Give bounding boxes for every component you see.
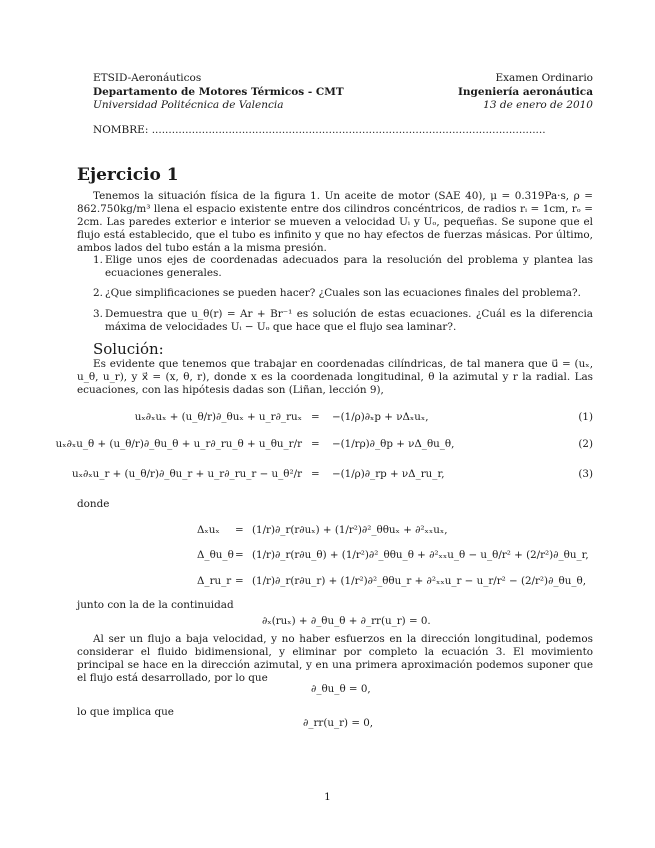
laplacian-x-equals: = xyxy=(235,524,244,536)
laplacian-x-lhs: Δₓuₓ xyxy=(197,524,220,536)
exam-type: Examen Ordinario xyxy=(495,72,593,84)
laplacian-theta-equals: = xyxy=(235,549,244,561)
radial-equation: ∂_rr(u_r) = 0, xyxy=(303,717,374,729)
question-3-number: 3. xyxy=(93,308,103,320)
laplacian-r-equals: = xyxy=(235,575,244,587)
continuity-intro: junto con la de la continuidad xyxy=(77,599,234,611)
question-1-number: 1. xyxy=(93,254,103,266)
equation-2-lhs: uₓ∂ₓu_θ + (u_θ/r)∂_θu_θ + u_r∂_ru_θ + u_θu_r/r xyxy=(55,438,302,450)
solution-paragraph-1: Es evidente que tenemos que trabajar en coordenadas cilíndricas, de tal manera que u⃗ = (uₓ, u_θ, u_r), y x⃗ = (x, θ, r), donde x es la coordenada longitudinal, θ la azimutal y r la radial. Las ecuaciones, con las hipótesis dadas son (Liñan, lección 9), xyxy=(77,358,593,396)
laplacian-r-rhs: (1/r)∂_r(r∂u_r) + (1/r²)∂²_θθu_r + ∂²ₓₓu_r − u_r/r² − (2/r²)∂_θu_θ, xyxy=(252,575,586,587)
equation-1-equals: = xyxy=(311,411,320,423)
page-number: 1 xyxy=(324,791,331,803)
equation-3-rhs: −(1/ρ)∂_rp + νΔ_ru_r, xyxy=(332,468,445,480)
equation-3-number: (3) xyxy=(578,468,593,480)
laplacian-theta-lhs: Δ_θu_θ xyxy=(197,549,234,561)
equation-3-lhs: uₓ∂ₓu_r + (u_θ/r)∂_θu_r + u_r∂_ru_r − u_θ²/r xyxy=(72,468,302,480)
school-name: ETSID-Aeronáuticos xyxy=(93,72,202,84)
developed-flow-equation: ∂_θu_θ = 0, xyxy=(311,683,371,695)
laplacian-r-lhs: Δ_ru_r xyxy=(197,575,232,587)
department-name: Departamento de Motores Térmicos - CMT xyxy=(93,85,344,98)
university-name: Universidad Politécnica de Valencia xyxy=(93,99,284,111)
equation-2-rhs: −(1/rρ)∂_θp + νΔ_θu_θ, xyxy=(332,438,455,450)
header-right xyxy=(458,72,593,113)
degree-name: Ingeniería aeronáutica xyxy=(458,85,593,98)
equation-2-equals: = xyxy=(311,438,320,450)
implies-label: lo que implica que xyxy=(77,706,174,718)
laplacian-theta-rhs: (1/r)∂_r(r∂u_θ) + (1/r²)∂²_θθu_θ + ∂²ₓₓu_θ − u_θ/r² + (2/r²)∂_θu_r, xyxy=(252,549,589,561)
solution-title: Solución: xyxy=(93,340,164,358)
section-title: Ejercicio 1 xyxy=(77,165,179,185)
question-2-text: ¿Que simplificaciones se pueden hacer? ¿Cuales son las ecuaciones finales del problema?. xyxy=(105,287,581,299)
question-1-text: Elige unos ejes de coordenadas adecuados para la resolución del problema y plantea las ecuaciones generales. xyxy=(105,254,593,279)
intro-paragraph xyxy=(77,190,593,255)
equation-3-equals: = xyxy=(311,468,320,480)
continuity-equation: ∂ₓ(ruₓ) + ∂_θu_θ + ∂_rr(u_r) = 0. xyxy=(262,615,431,627)
equation-1-lhs: uₓ∂ₓuₓ + (u_θ/r)∂_θuₓ + u_r∂_ruₓ xyxy=(134,411,302,423)
name-field: NOMBRE: ...................................................................................................................... xyxy=(93,124,546,136)
laplacian-x-rhs: (1/r)∂_r(r∂uₓ) + (1/r²)∂²_θθuₓ + ∂²ₓₓuₓ, xyxy=(252,524,448,536)
equation-1-number: (1) xyxy=(578,411,593,423)
question-2-number: 2. xyxy=(93,287,103,299)
header-left xyxy=(93,72,344,113)
exam-date: 13 de enero de 2010 xyxy=(483,99,593,111)
donde-label: donde xyxy=(77,498,110,510)
question-3-text: Demuestra que u_θ(r) = Ar + Br⁻¹ es solución de estas ecuaciones. ¿Cuál es la diferencia máxima de velocidades Uᵢ − Uₒ que hace que el flujo sea laminar?. xyxy=(105,308,593,333)
intro-text: Tenemos la situación física de la figura 1. Un aceite de motor (SAE 40), μ = 0.319Pa·s, ρ = 862.750kg/m³ llena el espacio existente entre dos cilindros concéntricos, de radios rᵢ = 1cm, rₒ = 2cm. Las paredes exterior e interior se mueven a velocidad Uᵢ y Uₒ, pequeñas. Se supone que el flujo está establecido, que el tubo es infinito y que no hay efectos de fuerzas másicas. Por último, ambos lados del tubo están a la misma presión. xyxy=(77,190,593,254)
solution-paragraph-2: Al ser un flujo a baja velocidad, y no haber esfuerzos en la dirección longitudinal, podemos considerar el fluido bidimensional, y eliminar por completo la ecuación 3. El movimiento principal se hace en la dirección azimutal, y en una primera aproximación podemos suponer que el flujo está desarrollado, por lo que xyxy=(77,633,593,684)
equation-1-rhs: −(1/ρ)∂ₓp + νΔₓuₓ, xyxy=(332,411,429,423)
equation-2-number: (2) xyxy=(578,438,593,450)
